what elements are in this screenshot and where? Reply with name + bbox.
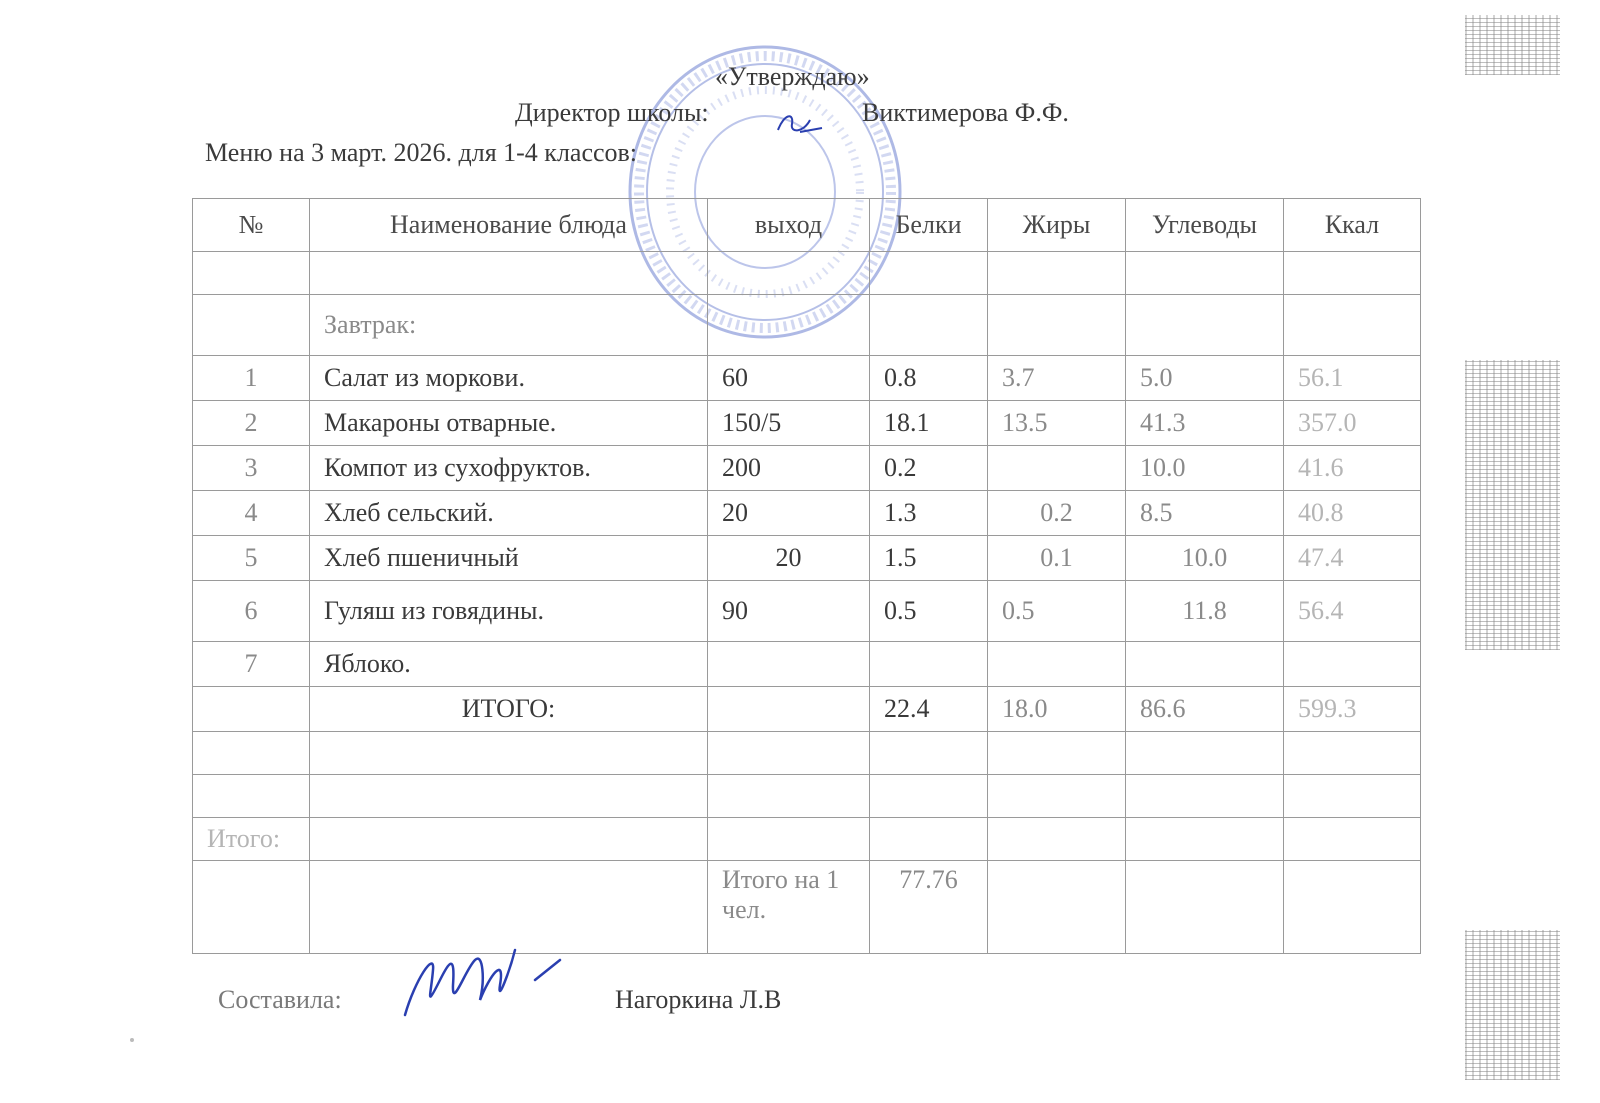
table-row-section [193,295,1421,356]
dish-kcal: 56.4 [1284,581,1421,642]
dish-output [708,642,870,687]
dish-fat: 13.5 [988,401,1126,446]
table-row [193,446,1421,491]
itogo-label: Итого: [193,818,310,861]
dish-protein: 18.1 [870,401,988,446]
composed-by-name: Нагоркина Л.В [615,985,782,1014]
dish-fat: 0.1 [988,536,1126,581]
dish-protein: 0.5 [870,581,988,642]
approve-heading: «Утверждаю» [715,62,870,91]
dish-protein [870,642,988,687]
table-row [193,642,1421,687]
dish-name: Салат из моркови. [310,356,708,401]
dish-kcal: 357.0 [1284,401,1421,446]
dish-kcal: 47.4 [1284,536,1421,581]
total-kcal: 599.3 [1284,687,1421,732]
row-number: 2 [193,401,310,446]
column-header-dish: Наименование блюда [310,199,708,252]
table-row [193,356,1421,401]
row-number: 7 [193,642,310,687]
scan-artifact [1465,15,1560,75]
table-header-row [193,199,1421,252]
dish-name: Яблоко. [310,642,708,687]
dish-kcal [1284,642,1421,687]
table-row-total [193,687,1421,732]
dish-output: 20 [708,491,870,536]
dish-carbs: 11.8 [1126,581,1284,642]
table-row [193,536,1421,581]
director-name: Виктимерова Ф.Ф. [862,98,1069,127]
dish-protein: 1.5 [870,536,988,581]
scan-artifact [1465,360,1560,650]
per-person-label: Итого на 1 чел. [708,861,870,954]
director-signature [770,102,830,142]
row-number: 5 [193,536,310,581]
table-row [193,491,1421,536]
scan-artifact [1465,930,1560,1080]
total-label: ИТОГО: [310,687,708,732]
dish-protein: 1.3 [870,491,988,536]
dish-carbs: 5.0 [1126,356,1284,401]
column-header-number: № [193,199,310,252]
dish-output: 90 [708,581,870,642]
table-row [193,581,1421,642]
row-number: 4 [193,491,310,536]
row-number: 3 [193,446,310,491]
scan-speck [130,1038,134,1042]
per-person-value: 77.76 [870,861,988,954]
total-protein: 22.4 [870,687,988,732]
dish-kcal: 40.8 [1284,491,1421,536]
row-number: 6 [193,581,310,642]
menu-title: Меню на 3 март. 2026. для 1-4 классов: [205,138,638,167]
table-row-empty [193,252,1421,295]
dish-protein: 0.8 [870,356,988,401]
table-row-itogo [193,818,1421,861]
section-label: Завтрак: [310,295,708,356]
dish-fat: 3.7 [988,356,1126,401]
dish-carbs: 10.0 [1126,536,1284,581]
dish-output: 20 [708,536,870,581]
total-carbs: 86.6 [1126,687,1284,732]
director-label: Директор школы: [515,98,709,127]
dish-name: Макароны отварные. [310,401,708,446]
dish-kcal: 41.6 [1284,446,1421,491]
dish-protein: 0.2 [870,446,988,491]
dish-output: 150/5 [708,401,870,446]
table-row-per-person [193,861,1421,954]
row-number: 1 [193,356,310,401]
dish-carbs: 8.5 [1126,491,1284,536]
dish-kcal: 56.1 [1284,356,1421,401]
column-header-carbs: Углеводы [1126,199,1284,252]
dish-name: Хлеб сельский. [310,491,708,536]
column-header-protein: Белки [870,199,988,252]
composed-by-label: Составила: [218,985,342,1014]
dish-name: Гуляш из говядины. [310,581,708,642]
composer-signature [395,940,575,1025]
dish-carbs: 10.0 [1126,446,1284,491]
dish-fat: 0.5 [988,581,1126,642]
table-row-empty [193,732,1421,775]
dish-fat: 0.2 [988,491,1126,536]
total-fat: 18.0 [988,687,1126,732]
dish-output: 200 [708,446,870,491]
dish-output: 60 [708,356,870,401]
dish-carbs: 41.3 [1126,401,1284,446]
column-header-fat: Жиры [988,199,1126,252]
dish-name: Хлеб пшеничный [310,536,708,581]
dish-name: Компот из сухофруктов. [310,446,708,491]
menu-table [192,198,1421,954]
table-row [193,401,1421,446]
dish-fat [988,446,1126,491]
dish-carbs [1126,642,1284,687]
column-header-kcal: Ккал [1284,199,1421,252]
table-row-empty [193,775,1421,818]
dish-fat [988,642,1126,687]
column-header-output: выход [708,199,870,252]
